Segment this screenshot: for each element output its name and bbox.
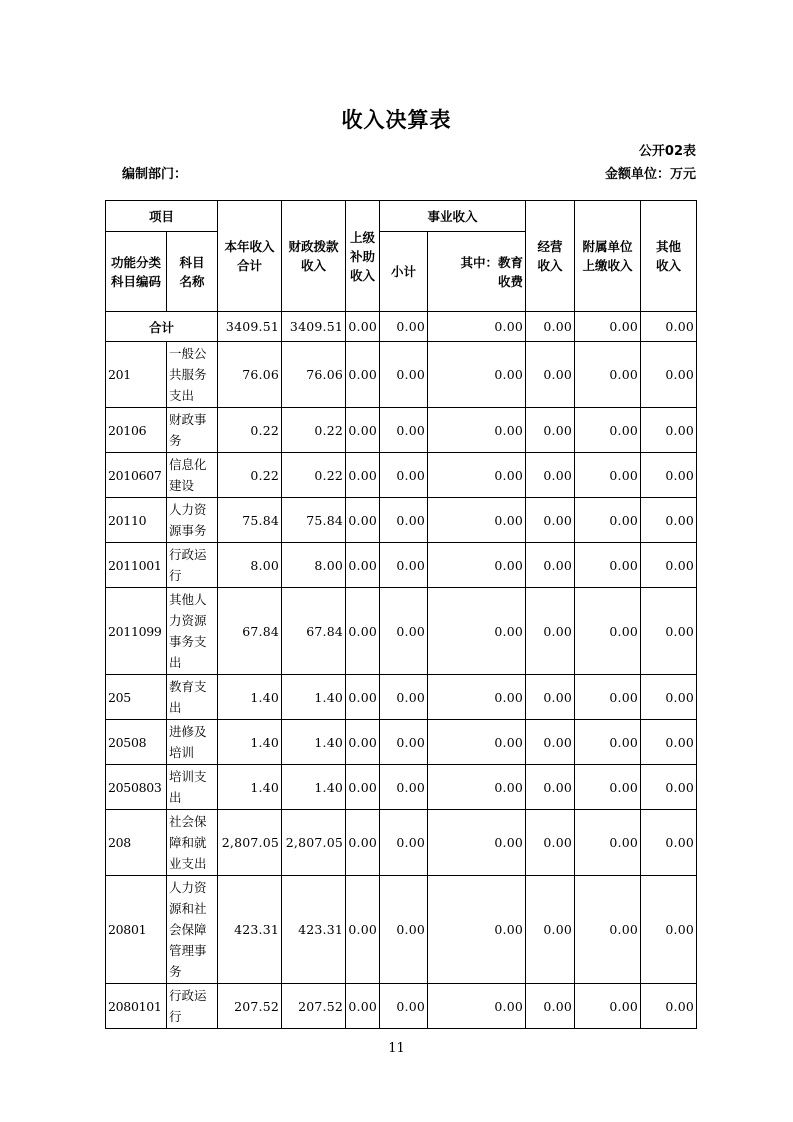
func-code-cell: 2010607	[106, 453, 167, 498]
table-row	[106, 810, 697, 876]
amount-cell: 0.00	[575, 342, 641, 408]
func-code-cell: 201	[106, 342, 167, 408]
func-code-cell: 2080101	[106, 984, 167, 1029]
amount-cell: 0.00	[641, 543, 697, 588]
amount-cell: 0.00	[526, 720, 575, 765]
amount-cell: 423.31	[282, 876, 346, 984]
amount-cell: 1.40	[218, 720, 282, 765]
amount-cell: 1.40	[282, 765, 346, 810]
amount-cell: 0.00	[428, 543, 526, 588]
amount-cell: 0.00	[428, 984, 526, 1029]
amount-cell: 0.00	[380, 543, 428, 588]
amount-cell: 67.84	[218, 588, 282, 675]
amount-cell: 8.00	[282, 543, 346, 588]
amount-cell: 0.00	[380, 342, 428, 408]
func-code-cell: 20801	[106, 876, 167, 984]
amount-cell: 75.84	[218, 498, 282, 543]
header-edu-fee: 其中：教育收费	[428, 232, 526, 312]
subject-name-cell: 人力资源事务	[167, 498, 218, 543]
total-cell: 0.00	[428, 312, 526, 342]
amount-cell: 0.00	[380, 810, 428, 876]
header-total: 本年收入合计	[218, 201, 282, 312]
func-code-cell: 2050803	[106, 765, 167, 810]
amount-cell: 207.52	[218, 984, 282, 1029]
amount-cell: 0.00	[641, 498, 697, 543]
table-row	[106, 675, 697, 720]
amount-cell: 0.00	[641, 720, 697, 765]
amount-cell: 0.00	[575, 408, 641, 453]
total-cell: 0.00	[346, 312, 380, 342]
amount-cell: 0.00	[526, 408, 575, 453]
amount-cell: 0.00	[526, 675, 575, 720]
header-business: 事业收入	[380, 201, 526, 232]
amount-cell: 0.00	[641, 675, 697, 720]
amount-cell: 0.00	[641, 588, 697, 675]
page-title: 收入决算表	[341, 108, 452, 132]
func-code-cell: 20106	[106, 408, 167, 453]
amount-cell: 0.00	[575, 675, 641, 720]
total-cell: 0.00	[526, 312, 575, 342]
amount-cell: 0.00	[575, 543, 641, 588]
amount-cell: 0.00	[346, 675, 380, 720]
subject-name-cell: 人力资源和社会保障管理事务	[167, 876, 218, 984]
header-fiscal: 财政拨款收入	[282, 201, 346, 312]
amount-cell: 0.00	[428, 675, 526, 720]
amount-cell: 0.22	[282, 453, 346, 498]
amount-cell: 0.00	[428, 408, 526, 453]
amount-cell: 0.00	[346, 453, 380, 498]
subject-name-cell: 其他人力资源事务支出	[167, 588, 218, 675]
amount-cell: 0.00	[428, 810, 526, 876]
func-code-cell: 2011001	[106, 543, 167, 588]
amount-cell: 0.00	[346, 498, 380, 543]
subject-name-cell: 培训支出	[167, 765, 218, 810]
amount-cell: 0.00	[526, 453, 575, 498]
amount-cell: 0.00	[575, 876, 641, 984]
amount-cell: 1.40	[218, 675, 282, 720]
total-cell: 3409.51	[218, 312, 282, 342]
amount-cell: 0.00	[641, 342, 697, 408]
amount-cell: 0.00	[380, 408, 428, 453]
subject-name-cell: 进修及培训	[167, 720, 218, 765]
amount-cell: 0.00	[641, 810, 697, 876]
subject-name-cell: 社会保障和就业支出	[167, 810, 218, 876]
dept-label: 编制部门：	[122, 167, 188, 182]
amount-cell: 76.06	[282, 342, 346, 408]
subject-name-cell: 行政运行	[167, 543, 218, 588]
amount-cell: 0.00	[346, 588, 380, 675]
amount-cell: 0.00	[346, 876, 380, 984]
subject-name-cell: 行政运行	[167, 984, 218, 1029]
header-affiliated: 附属单位上缴收入	[575, 201, 641, 312]
amount-cell: 0.00	[575, 453, 641, 498]
amount-cell: 0.00	[380, 765, 428, 810]
amount-cell: 76.06	[218, 342, 282, 408]
amount-cell: 0.00	[380, 720, 428, 765]
table-row	[106, 453, 697, 498]
amount-cell: 0.00	[526, 765, 575, 810]
amount-cell: 0.00	[346, 543, 380, 588]
subject-name-cell: 一般公共服务支出	[167, 342, 218, 408]
amount-cell: 0.00	[428, 765, 526, 810]
header-superior: 上级补助收入	[346, 201, 380, 312]
amount-cell: 0.00	[428, 342, 526, 408]
total-cell: 0.00	[641, 312, 697, 342]
header-item: 项目	[106, 201, 218, 232]
amount-cell: 0.00	[346, 765, 380, 810]
amount-cell: 0.00	[526, 984, 575, 1029]
amount-cell: 75.84	[282, 498, 346, 543]
amount-cell: 0.00	[641, 876, 697, 984]
header-subject-name: 科目名称	[167, 232, 218, 312]
amount-cell: 0.00	[380, 984, 428, 1029]
amount-cell: 0.22	[282, 408, 346, 453]
amount-cell: 0.00	[380, 876, 428, 984]
total-cell: 0.00	[575, 312, 641, 342]
amount-cell: 0.00	[428, 498, 526, 543]
amount-cell: 0.00	[380, 675, 428, 720]
amount-cell: 0.00	[575, 984, 641, 1029]
amount-cell: 2,807.05	[282, 810, 346, 876]
total-label: 合计	[106, 312, 218, 342]
amount-cell: 0.00	[380, 498, 428, 543]
amount-cell: 0.00	[526, 342, 575, 408]
amount-cell: 2,807.05	[218, 810, 282, 876]
table-row	[106, 720, 697, 765]
subject-name-cell: 财政事务	[167, 408, 218, 453]
amount-cell: 0.00	[641, 453, 697, 498]
total-cell: 0.00	[380, 312, 428, 342]
amount-cell: 0.00	[380, 588, 428, 675]
table-row	[106, 408, 697, 453]
amount-cell: 8.00	[218, 543, 282, 588]
func-code-cell: 205	[106, 675, 167, 720]
table-row	[106, 984, 697, 1029]
amount-cell: 1.40	[282, 720, 346, 765]
amount-cell: 0.00	[575, 810, 641, 876]
amount-cell: 0.00	[346, 984, 380, 1029]
header-subtotal: 小计	[380, 232, 428, 312]
subject-name-cell: 教育支出	[167, 675, 218, 720]
table-row	[106, 765, 697, 810]
amount-cell: 1.40	[282, 675, 346, 720]
table-row	[106, 876, 697, 984]
table-row	[106, 588, 697, 675]
table-row	[106, 498, 697, 543]
amount-cell: 1.40	[218, 765, 282, 810]
total-row	[106, 312, 697, 342]
amount-cell: 0.00	[380, 453, 428, 498]
amount-cell: 0.22	[218, 408, 282, 453]
amount-cell: 0.00	[575, 765, 641, 810]
amount-cell: 0.00	[641, 984, 697, 1029]
amount-cell: 0.00	[641, 765, 697, 810]
table-row	[106, 342, 697, 408]
amount-cell: 423.31	[218, 876, 282, 984]
amount-cell: 0.00	[526, 588, 575, 675]
subject-name-cell: 信息化建设	[167, 453, 218, 498]
amount-cell: 0.00	[526, 543, 575, 588]
page-number: 11	[388, 1041, 405, 1056]
amount-cell: 0.00	[575, 588, 641, 675]
func-code-cell: 2011099	[106, 588, 167, 675]
amount-cell: 0.00	[575, 720, 641, 765]
form-number: 公开02表	[638, 144, 696, 159]
unit-label: 金额单位：万元	[604, 167, 696, 182]
func-code-cell: 208	[106, 810, 167, 876]
amount-cell: 0.00	[346, 342, 380, 408]
amount-cell: 0.00	[575, 498, 641, 543]
amount-cell: 0.00	[346, 408, 380, 453]
amount-cell: 0.00	[526, 498, 575, 543]
total-cell: 3409.51	[282, 312, 346, 342]
amount-cell: 0.00	[346, 810, 380, 876]
amount-cell: 0.00	[526, 876, 575, 984]
income-statement-table	[105, 200, 697, 1029]
amount-cell: 0.00	[641, 408, 697, 453]
func-code-cell: 20508	[106, 720, 167, 765]
func-code-cell: 20110	[106, 498, 167, 543]
header-other: 其他收入	[641, 201, 697, 312]
header-operating: 经营收入	[526, 201, 575, 312]
amount-cell: 0.22	[218, 453, 282, 498]
amount-cell: 207.52	[282, 984, 346, 1029]
table-row	[106, 543, 697, 588]
header-func-code: 功能分类科目编码	[106, 232, 167, 312]
amount-cell: 67.84	[282, 588, 346, 675]
amount-cell: 0.00	[428, 588, 526, 675]
amount-cell: 0.00	[428, 453, 526, 498]
amount-cell: 0.00	[526, 810, 575, 876]
amount-cell: 0.00	[428, 720, 526, 765]
amount-cell: 0.00	[346, 720, 380, 765]
amount-cell: 0.00	[428, 876, 526, 984]
